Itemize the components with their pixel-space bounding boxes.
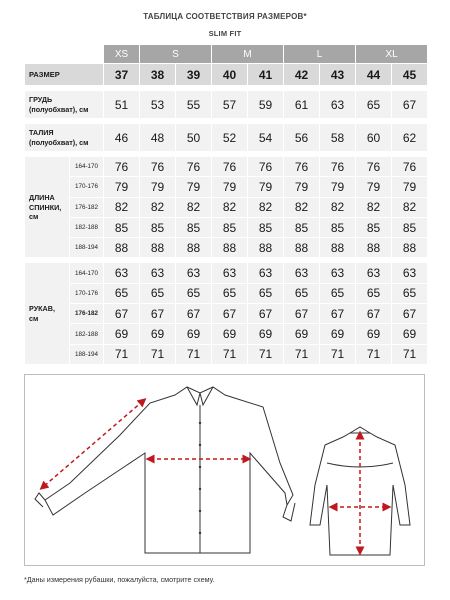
- back-length-value: 79: [212, 177, 248, 197]
- size-value: 38: [140, 64, 176, 86]
- waist-value: 60: [356, 124, 392, 152]
- back-length-value: 85: [392, 217, 428, 237]
- back-length-value: 79: [392, 177, 428, 197]
- back-length-value: 85: [248, 217, 284, 237]
- height-range: 176-182: [70, 197, 104, 217]
- letter-size-s: S: [140, 45, 212, 64]
- sleeve-value: 63: [104, 263, 140, 283]
- back-length-value: 88: [212, 238, 248, 258]
- back-length-value: 82: [176, 197, 212, 217]
- sleeve-row: [25, 324, 428, 344]
- back-length-value: 88: [320, 238, 356, 258]
- sleeve-value: 69: [356, 324, 392, 344]
- back-length-row: [25, 157, 428, 177]
- shirt-illustration: [25, 375, 424, 565]
- sleeve-value: 67: [392, 304, 428, 324]
- chest-row: [25, 91, 428, 119]
- chart-subtitle: SLIM FIT: [208, 29, 242, 38]
- sleeve-length-arrow: [43, 401, 143, 487]
- back-length-value: 79: [284, 177, 320, 197]
- waist-value: 52: [212, 124, 248, 152]
- sleeve-value: 65: [284, 283, 320, 303]
- back-length-value: 82: [284, 197, 320, 217]
- measurement-arrows-back: [333, 435, 387, 551]
- sleeve-value: 63: [284, 263, 320, 283]
- sleeve-value: 69: [212, 324, 248, 344]
- sleeve-value: 63: [392, 263, 428, 283]
- back-length-value: 76: [212, 157, 248, 177]
- waist-value: 62: [392, 124, 428, 152]
- back-length-value: 85: [356, 217, 392, 237]
- sleeve-value: 65: [212, 283, 248, 303]
- sleeve-value: 63: [248, 263, 284, 283]
- size-value: 45: [392, 64, 428, 86]
- back-length-value: 88: [284, 238, 320, 258]
- sleeve-value: 65: [356, 283, 392, 303]
- sleeve-value: 69: [140, 324, 176, 344]
- back-length-value: 85: [212, 217, 248, 237]
- sleeve-value: 63: [176, 263, 212, 283]
- sleeve-value: 69: [284, 324, 320, 344]
- sleeve-value: 65: [392, 283, 428, 303]
- letter-size-xs: XS: [104, 45, 140, 64]
- chest-value: 55: [176, 91, 212, 119]
- waist-value: 58: [320, 124, 356, 152]
- back-length-value: 85: [176, 217, 212, 237]
- back-length-row: [25, 217, 428, 237]
- sleeve-value: 69: [248, 324, 284, 344]
- sleeve-value: 65: [248, 283, 284, 303]
- back-length-value: 76: [392, 157, 428, 177]
- back-length-value: 85: [140, 217, 176, 237]
- chest-value: 61: [284, 91, 320, 119]
- size-value: 44: [356, 64, 392, 86]
- waist-value: 46: [104, 124, 140, 152]
- sleeve-value: 71: [320, 344, 356, 364]
- back-length-row: [25, 238, 428, 258]
- back-length-value: 85: [284, 217, 320, 237]
- size-value: 43: [320, 64, 356, 86]
- chart-title: ТАБЛИЦА СООТВЕТСТВИЯ РАЗМЕРОВ*: [143, 12, 307, 21]
- back-length-value: 82: [212, 197, 248, 217]
- height-range: 176-182: [70, 304, 104, 324]
- height-range: 170-176: [70, 283, 104, 303]
- sleeve-value: 67: [104, 304, 140, 324]
- sleeve-value: 69: [320, 324, 356, 344]
- sleeve-value: 71: [284, 344, 320, 364]
- height-range: 188-194: [70, 238, 104, 258]
- back-length-value: 76: [104, 157, 140, 177]
- sleeve-row: [25, 263, 428, 283]
- back-length-row: [25, 197, 428, 217]
- back-length-value: 76: [140, 157, 176, 177]
- sleeve-value: 69: [104, 324, 140, 344]
- letter-size-l: L: [284, 45, 356, 64]
- footnote: *Даны измерения рубашки, пожалуйста, смотрите схему.: [24, 575, 215, 584]
- height-range: 170-176: [70, 177, 104, 197]
- back-length-value: 88: [392, 238, 428, 258]
- size-value: 40: [212, 64, 248, 86]
- letter-size-xl: XL: [356, 45, 428, 64]
- back-length-value: 82: [392, 197, 428, 217]
- size-table: [24, 44, 428, 365]
- sleeve-value: 71: [176, 344, 212, 364]
- sleeve-value: 71: [212, 344, 248, 364]
- size-value: 42: [284, 64, 320, 86]
- sleeve-label: РУКАВ, см: [25, 263, 70, 364]
- sleeve-value: 71: [392, 344, 428, 364]
- waist-value: 48: [140, 124, 176, 152]
- sleeve-value: 67: [284, 304, 320, 324]
- size-row-label: РАЗМЕР: [25, 64, 104, 86]
- back-length-value: 82: [140, 197, 176, 217]
- sleeve-value: 71: [356, 344, 392, 364]
- waist-value: 56: [284, 124, 320, 152]
- height-range: 188-194: [70, 344, 104, 364]
- letter-size-row: [25, 45, 428, 64]
- back-length-value: 82: [248, 197, 284, 217]
- waist-value: 54: [248, 124, 284, 152]
- back-length-value: 79: [356, 177, 392, 197]
- measurement-diagram: [24, 374, 425, 566]
- back-length-value: 76: [284, 157, 320, 177]
- waist-label: ТАЛИЯ (полуобхват), см: [25, 124, 104, 152]
- chest-value: 59: [248, 91, 284, 119]
- back-length-row: [25, 177, 428, 197]
- back-length-label: ДЛИНА СПИНКИ, см: [25, 157, 70, 258]
- size-value: 41: [248, 64, 284, 86]
- sleeve-value: 67: [140, 304, 176, 324]
- back-length-value: 79: [176, 177, 212, 197]
- back-length-value: 76: [356, 157, 392, 177]
- sleeve-value: 67: [176, 304, 212, 324]
- sleeve-value: 67: [212, 304, 248, 324]
- sleeve-value: 63: [320, 263, 356, 283]
- chest-value: 63: [320, 91, 356, 119]
- waist-value: 50: [176, 124, 212, 152]
- back-length-value: 88: [104, 238, 140, 258]
- back-length-value: 82: [356, 197, 392, 217]
- size-value: 39: [176, 64, 212, 86]
- back-length-value: 79: [140, 177, 176, 197]
- sleeve-value: 67: [356, 304, 392, 324]
- back-length-value: 88: [356, 238, 392, 258]
- back-length-value: 85: [104, 217, 140, 237]
- sleeve-row: [25, 304, 428, 324]
- waist-row: [25, 124, 428, 152]
- chest-value: 51: [104, 91, 140, 119]
- sleeve-value: 65: [320, 283, 356, 303]
- sleeve-value: 65: [176, 283, 212, 303]
- sleeve-value: 71: [104, 344, 140, 364]
- back-length-value: 79: [248, 177, 284, 197]
- back-length-value: 76: [320, 157, 356, 177]
- back-length-value: 82: [104, 197, 140, 217]
- back-length-value: 76: [248, 157, 284, 177]
- sleeve-value: 65: [104, 283, 140, 303]
- back-length-value: 88: [140, 238, 176, 258]
- sleeve-value: 71: [140, 344, 176, 364]
- sleeve-row: [25, 344, 428, 364]
- height-range: 164-170: [70, 157, 104, 177]
- sleeve-value: 71: [248, 344, 284, 364]
- back-length-value: 82: [320, 197, 356, 217]
- height-range: 182-188: [70, 324, 104, 344]
- letter-size-m: M: [212, 45, 284, 64]
- sleeve-value: 69: [176, 324, 212, 344]
- size-number-row: [25, 64, 428, 86]
- back-length-value: 85: [320, 217, 356, 237]
- chest-value: 65: [356, 91, 392, 119]
- sleeve-value: 67: [320, 304, 356, 324]
- chest-value: 67: [392, 91, 428, 119]
- chest-label: ГРУДЬ (полуобхват), см: [25, 91, 104, 119]
- sleeve-value: 63: [356, 263, 392, 283]
- shirt-front-icon: [35, 387, 295, 553]
- back-length-value: 88: [248, 238, 284, 258]
- sleeve-value: 67: [248, 304, 284, 324]
- sleeve-value: 63: [140, 263, 176, 283]
- back-length-value: 79: [104, 177, 140, 197]
- height-range: 164-170: [70, 263, 104, 283]
- sleeve-value: 65: [140, 283, 176, 303]
- back-length-value: 79: [320, 177, 356, 197]
- chest-value: 57: [212, 91, 248, 119]
- size-value: 37: [104, 64, 140, 86]
- chest-value: 53: [140, 91, 176, 119]
- height-range: 182-188: [70, 217, 104, 237]
- back-length-value: 76: [176, 157, 212, 177]
- sleeve-value: 69: [392, 324, 428, 344]
- back-length-value: 88: [176, 238, 212, 258]
- sleeve-value: 63: [212, 263, 248, 283]
- sleeve-row: [25, 283, 428, 303]
